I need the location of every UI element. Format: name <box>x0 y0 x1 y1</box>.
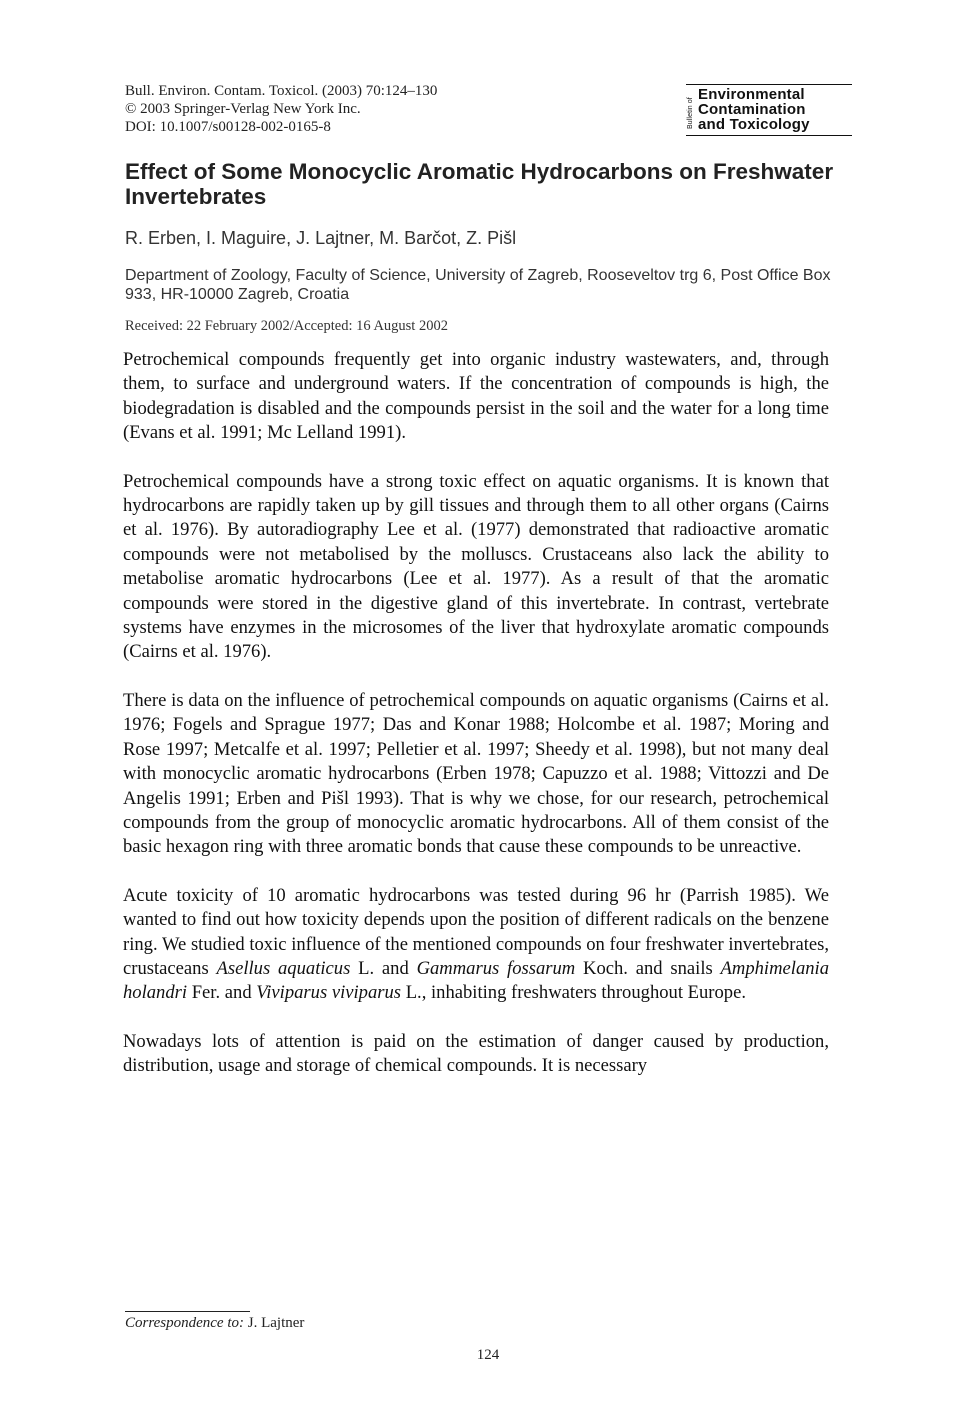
correspondence-name: J. Lajtner <box>244 1315 305 1331</box>
body-paragraph-3: There is data on the influence of petrochemical compounds on aquatic organisms (Cairns et al. 1976; Fogels and Sprague 1977; Das and Konar 1988; Holcombe et al. 1987; Moring and Rose 1997; Metcalfe et al. 1997; Pelletier et al. 1997; Sheedy et al. 1998), but not many deal with monocyclic aromatic hydrocarbons (Erben 1978; Capuzzo et al. 1988; Vittozzi and De Angelis 1991; Erben and Pišl 1993). That is why we chose, for our research, petrochemical compounds from the group of monocyclic aromatic hydrocarbons. All of them consist of the basic hexagon ring with three aromatic bonds that cause these compounds to be unreactive. <box>123 689 829 858</box>
article-authors: R. Erben, I. Maguire, J. Lajtner, M. Barčot, Z. Pišl <box>125 228 517 248</box>
received-dates: Received: 22 February 2002/Accepted: 16 August 2002 <box>125 318 448 334</box>
body-text-run: L. and <box>350 957 417 979</box>
journal-logo-bulletin: Bulletin of <box>687 97 694 129</box>
body-text-run: L., inhabiting freshwaters throughout Europe. <box>401 982 746 1004</box>
citation-block <box>125 82 625 136</box>
journal-logo-line1: Environmental <box>698 86 805 103</box>
journal-logo-line2: Contamination <box>698 101 806 118</box>
journal-logo <box>686 84 852 136</box>
body-paragraph-4 <box>123 884 829 1006</box>
species-name: Gammarus fossarum <box>416 957 576 979</box>
species-name: Viviparus viviparus <box>256 982 402 1004</box>
article-affiliation: Department of Zoology, Faculty of Science, University of Zagreb, Rooseveltov trg 6, Post Office Box 933, HR-10000 Zagreb, Croatia <box>125 267 831 303</box>
body-text-run: Koch. and snails <box>575 957 721 979</box>
copyright-line: © 2003 Springer-Verlag New York Inc. <box>125 101 361 117</box>
correspondence-label: Correspondence to: <box>125 1315 245 1331</box>
body-text-run: Acute toxicity of 10 aromatic hydrocarbons was tested during 96 hr (Parrish 1985). We wanted to find out how toxicity depends upon the position of different radicals on the benzene ring. We studied toxic influence of the mentioned compounds on four freshwater invertebrates, crustaceans <box>123 884 829 979</box>
body-paragraph-5: Nowadays lots of attention is paid on the estimation of danger caused by production, distribution, usage and storage of chemical compounds. It is necessary <box>123 1030 829 1077</box>
doi-line: DOI: 10.1007/s00128-002-0165-8 <box>125 119 331 135</box>
page-number: 124 <box>476 1347 500 1363</box>
article-body <box>123 348 829 1079</box>
body-paragraph-2: Petrochemical compounds have a strong toxic effect on aquatic organisms. It is known that hydrocarbons are rapidly taken up by gill tissues and through them to all other organs (Cairns et al. 1976). By autoradiography Lee et al. (1977) demonstrated that radioactive aromatic compounds were not metabolised by the molluscs. Crustaceans also lack the ability to metabolise aromatic hydrocarbons (Lee et al. 1977). As a result of that the aromatic compounds were stored in the digestive gland of this invertebrate. In contrast, vertebrate systems have enzymes in the microsomes of the liver that hydroxylate aromatic compounds (Cairns et al. 1976). <box>123 470 829 663</box>
species-name: Amphimelania holandri <box>123 957 829 1004</box>
body-text-run: Fer. and <box>187 982 257 1004</box>
body-paragraph-1: Petrochemical compounds frequently get into organic industry wastewaters, and, through them, to surface and underground waters. If the concentration of compounds is high, the biodegradation is disabled and the compounds persist in the soil and the water for a long time (Evans et al. 1991; Mc Lelland 1991). <box>123 349 829 444</box>
article-title: Effect of Some Monocyclic Aromatic Hydrocarbons on Freshwater Invertebrates <box>125 159 834 209</box>
correspondence-footnote <box>125 1314 625 1332</box>
journal-logo-line3: and Toxicology <box>698 116 810 133</box>
citation-line: Bull. Environ. Contam. Toxicol. (2003) 70:124–130 <box>125 83 438 99</box>
species-name: Asellus aquaticus <box>216 957 351 979</box>
footnote-divider <box>125 1311 250 1312</box>
